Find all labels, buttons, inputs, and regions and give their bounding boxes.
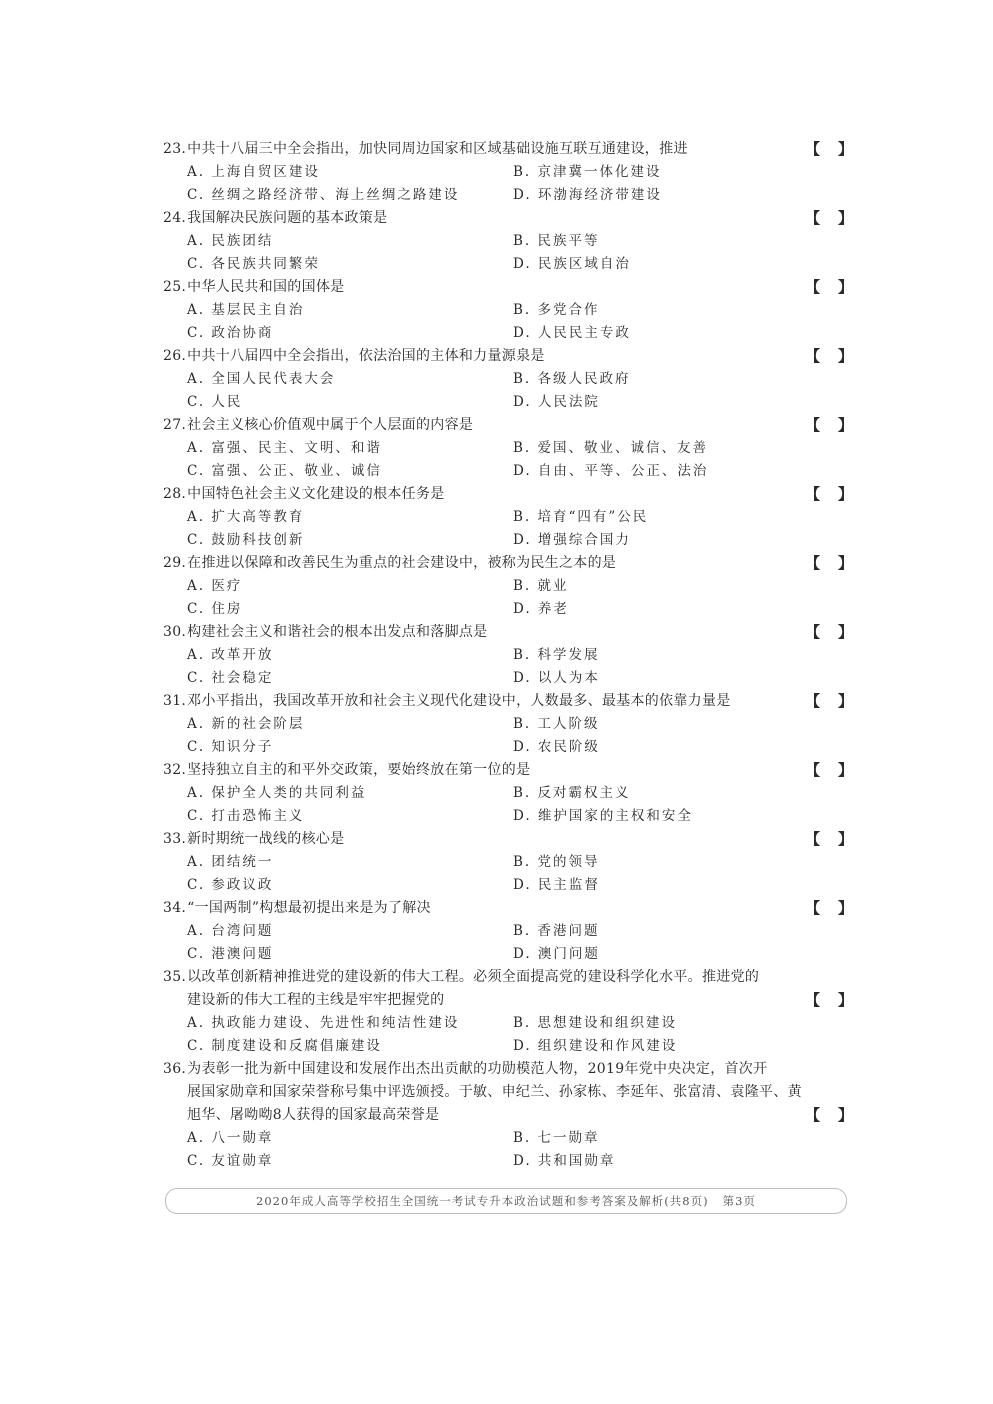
question-stem-text: 坚持独立自主的和平外交政策，要始终放在第一位的是 bbox=[187, 762, 531, 778]
answer-option: D. 环渤海经济带建设 bbox=[513, 187, 662, 203]
question-stem-text: 旭华、屠呦呦8人获得的国家最高荣誉是 bbox=[187, 1107, 440, 1123]
option-grid bbox=[163, 920, 853, 966]
question-stem-line bbox=[163, 690, 853, 713]
answer-option: D. 澳门问题 bbox=[513, 946, 600, 962]
answer-option: B. 爱国、敬业、诚信、友善 bbox=[513, 440, 709, 456]
answer-option: A. 富强、民主、文明、和谐 bbox=[187, 440, 382, 456]
answer-option: D. 共和国勋章 bbox=[513, 1153, 616, 1169]
question-stem-line bbox=[163, 138, 853, 161]
question-number: 28. bbox=[163, 486, 187, 502]
bracket-right: 】 bbox=[837, 140, 853, 158]
answer-option: C. 知识分子 bbox=[187, 739, 274, 755]
question-number: 35. bbox=[163, 969, 187, 985]
question-item bbox=[163, 552, 853, 621]
answer-option: A. 基层民主自治 bbox=[187, 302, 305, 318]
answer-option: B. 反对霸权主义 bbox=[513, 785, 631, 801]
question-stem-line bbox=[163, 989, 853, 1012]
question-stem-text: 社会主义核心价值观中属于个人层面的内容是 bbox=[187, 417, 474, 433]
bracket-left: 【 bbox=[805, 554, 821, 572]
question-number: 24. bbox=[163, 210, 187, 226]
answer-option: C. 丝绸之路经济带、海上丝绸之路建设 bbox=[187, 187, 460, 203]
bracket-right: 】 bbox=[837, 554, 853, 572]
answer-option: B. 培育“四有”公民 bbox=[513, 509, 649, 525]
answer-bracket[interactable] bbox=[805, 276, 853, 299]
answer-option: D. 人民法院 bbox=[513, 394, 600, 410]
answer-option: C. 打击恐怖主义 bbox=[187, 808, 305, 824]
bracket-right: 】 bbox=[837, 623, 853, 641]
question-number: 34. bbox=[163, 900, 187, 916]
question-stem-text: 以改革创新精神推进党的建设新的伟大工程。必须全面提高党的建设科学化水平。推进党的 bbox=[187, 969, 760, 985]
answer-option: B. 七一勋章 bbox=[513, 1130, 600, 1146]
answer-bracket[interactable] bbox=[805, 414, 853, 437]
option-grid bbox=[163, 437, 853, 483]
answer-option: A. 医疗 bbox=[187, 578, 243, 594]
page-footer bbox=[165, 1188, 847, 1214]
question-stem-line bbox=[163, 276, 853, 299]
bracket-right: 】 bbox=[837, 209, 853, 227]
answer-option: B. 各级人民政府 bbox=[513, 371, 631, 387]
bracket-left: 【 bbox=[805, 347, 821, 365]
question-stem-text: 中共十八届四中全会指出，依法治国的主体和力量源泉是 bbox=[187, 348, 545, 364]
answer-option: D. 民主监督 bbox=[513, 877, 600, 893]
answer-option: A. 改革开放 bbox=[187, 647, 274, 663]
question-stem-line bbox=[163, 345, 853, 368]
answer-option: D. 人民民主专政 bbox=[513, 325, 631, 341]
question-item bbox=[163, 483, 853, 552]
question-stem-line bbox=[163, 621, 853, 644]
bracket-right: 】 bbox=[837, 485, 853, 503]
bracket-left: 【 bbox=[805, 761, 821, 779]
bracket-left: 【 bbox=[805, 209, 821, 227]
question-stem-line bbox=[163, 897, 853, 920]
question-stem-line bbox=[163, 1081, 853, 1104]
question-stem-text: 中国特色社会主义文化建设的根本任务是 bbox=[187, 486, 445, 502]
question-stem-line bbox=[163, 414, 853, 437]
option-grid bbox=[163, 230, 853, 276]
answer-option: B. 工人阶级 bbox=[513, 716, 600, 732]
question-item bbox=[163, 138, 853, 207]
answer-bracket[interactable] bbox=[805, 345, 853, 368]
answer-option: D. 养老 bbox=[513, 601, 569, 617]
answer-option: A. 团结统一 bbox=[187, 854, 274, 870]
bracket-right: 】 bbox=[837, 347, 853, 365]
answer-bracket[interactable] bbox=[805, 552, 853, 575]
answer-option: D. 组织建设和作风建设 bbox=[513, 1038, 678, 1054]
bracket-right: 】 bbox=[837, 830, 853, 848]
bracket-right: 】 bbox=[837, 991, 853, 1009]
question-stem-text: 展国家勋章和国家荣誉称号集中评选颁授。于敏、申纪兰、孙家栋、李延年、张富清、袁隆平、黄 bbox=[187, 1084, 802, 1100]
option-grid bbox=[163, 575, 853, 621]
question-stem-text: 中共十八届三中全会指出，加快同周边国家和区域基础设施互联互通建设，推进 bbox=[187, 141, 688, 157]
question-list bbox=[163, 138, 853, 1173]
answer-option: D. 农民阶级 bbox=[513, 739, 600, 755]
footer-page-number: 第3页 bbox=[722, 1194, 756, 1208]
question-stem-text: 构建社会主义和谐社会的根本出发点和落脚点是 bbox=[187, 624, 488, 640]
bracket-right: 】 bbox=[837, 416, 853, 434]
answer-option: B. 民族平等 bbox=[513, 233, 600, 249]
question-item bbox=[163, 690, 853, 759]
answer-option: A. 新的社会阶层 bbox=[187, 716, 305, 732]
question-item bbox=[163, 966, 853, 1058]
option-grid bbox=[163, 1127, 853, 1173]
question-item bbox=[163, 345, 853, 414]
question-stem-line bbox=[163, 1058, 853, 1081]
question-item bbox=[163, 828, 853, 897]
question-stem-text: 为表彰一批为新中国建设和发展作出杰出贡献的功勋模范人物，2019年党中央决定，首次开 bbox=[187, 1061, 768, 1077]
answer-option: A. 全国人民代表大会 bbox=[187, 371, 336, 387]
answer-option: B. 科学发展 bbox=[513, 647, 600, 663]
question-stem-text: 中华人民共和国的国体是 bbox=[187, 279, 345, 295]
bracket-left: 【 bbox=[805, 1106, 821, 1124]
question-stem-line bbox=[163, 828, 853, 851]
answer-bracket[interactable] bbox=[805, 690, 853, 713]
bracket-left: 【 bbox=[805, 485, 821, 503]
question-stem-text: 邓小平指出，我国改革开放和社会主义现代化建设中，人数最多、最基本的依靠力量是 bbox=[187, 693, 731, 709]
answer-option: B. 党的领导 bbox=[513, 854, 600, 870]
answer-option: A. 上海自贸区建设 bbox=[187, 164, 320, 180]
question-stem-text: 建设新的伟大工程的主线是牢牢把握党的 bbox=[187, 992, 445, 1008]
answer-option: D. 维护国家的主权和安全 bbox=[513, 808, 693, 824]
answer-option: B. 就业 bbox=[513, 578, 569, 594]
question-stem-text: 新时期统一战线的核心是 bbox=[187, 831, 345, 847]
bracket-right: 】 bbox=[837, 899, 853, 917]
option-grid bbox=[163, 1012, 853, 1058]
question-item bbox=[163, 1058, 853, 1173]
answer-bracket[interactable] bbox=[805, 207, 853, 230]
answer-option: D. 民族区域自治 bbox=[513, 256, 631, 272]
answer-option: C. 人民 bbox=[187, 394, 243, 410]
option-grid bbox=[163, 851, 853, 897]
answer-bracket[interactable] bbox=[805, 138, 853, 161]
question-stem-line bbox=[163, 207, 853, 230]
answer-option: C. 政治协商 bbox=[187, 325, 274, 341]
answer-option: D. 自由、平等、公正、法治 bbox=[513, 463, 709, 479]
answer-option: A. 扩大高等教育 bbox=[187, 509, 305, 525]
answer-bracket[interactable] bbox=[805, 828, 853, 851]
answer-option: B. 香港问题 bbox=[513, 923, 600, 939]
bracket-left: 【 bbox=[805, 830, 821, 848]
question-stem-line bbox=[163, 1104, 853, 1127]
answer-option: C. 社会稳定 bbox=[187, 670, 274, 686]
answer-bracket[interactable] bbox=[805, 621, 853, 644]
answer-option: C. 友谊勋章 bbox=[187, 1153, 274, 1169]
answer-option: A. 保护全人类的共同利益 bbox=[187, 785, 367, 801]
answer-option: D. 增强综合国力 bbox=[513, 532, 631, 548]
answer-option: C. 各民族共同繁荣 bbox=[187, 256, 320, 272]
question-number: 25. bbox=[163, 279, 187, 295]
option-grid bbox=[163, 161, 853, 207]
bracket-right: 】 bbox=[837, 761, 853, 779]
answer-option: C. 富强、公正、敬业、诚信 bbox=[187, 463, 382, 479]
question-item bbox=[163, 759, 853, 828]
question-number: 23. bbox=[163, 141, 187, 157]
answer-bracket[interactable] bbox=[805, 759, 853, 782]
bracket-left: 【 bbox=[805, 416, 821, 434]
question-stem-text: 在推进以保障和改善民生为重点的社会建设中，被称为民生之本的是 bbox=[187, 555, 617, 571]
option-grid bbox=[163, 713, 853, 759]
question-number: 31. bbox=[163, 693, 187, 709]
bracket-left: 【 bbox=[805, 140, 821, 158]
bracket-right: 】 bbox=[837, 692, 853, 710]
question-number: 27. bbox=[163, 417, 187, 433]
answer-option: C. 住房 bbox=[187, 601, 243, 617]
question-item bbox=[163, 414, 853, 483]
question-number: 30. bbox=[163, 624, 187, 640]
answer-option: B. 京津冀一体化建设 bbox=[513, 164, 662, 180]
answer-bracket[interactable] bbox=[805, 897, 853, 920]
answer-option: B. 多党合作 bbox=[513, 302, 600, 318]
bracket-left: 【 bbox=[805, 899, 821, 917]
answer-bracket[interactable] bbox=[805, 1104, 853, 1127]
question-number: 32. bbox=[163, 762, 187, 778]
question-number: 29. bbox=[163, 555, 187, 571]
bracket-left: 【 bbox=[805, 991, 821, 1009]
answer-option: A. 台湾问题 bbox=[187, 923, 274, 939]
question-item bbox=[163, 621, 853, 690]
answer-option: C. 制度建设和反腐倡廉建设 bbox=[187, 1038, 382, 1054]
answer-option: D. 以人为本 bbox=[513, 670, 600, 686]
question-item bbox=[163, 207, 853, 276]
question-stem-line bbox=[163, 552, 853, 575]
answer-option: C. 港澳问题 bbox=[187, 946, 274, 962]
answer-bracket[interactable] bbox=[805, 483, 853, 506]
bracket-left: 【 bbox=[805, 692, 821, 710]
option-grid bbox=[163, 782, 853, 828]
question-stem-line bbox=[163, 759, 853, 782]
option-grid bbox=[163, 368, 853, 414]
question-stem-line bbox=[163, 483, 853, 506]
option-grid bbox=[163, 506, 853, 552]
answer-option: A. 执政能力建设、先进性和纯洁性建设 bbox=[187, 1015, 460, 1031]
answer-option: A. 民族团结 bbox=[187, 233, 274, 249]
answer-option: C. 鼓励科技创新 bbox=[187, 532, 305, 548]
question-number: 36. bbox=[163, 1061, 187, 1077]
bracket-left: 【 bbox=[805, 278, 821, 296]
footer-title: 2020年成人高等学校招生全国统一考试专升本政治试题和参考答案及解析(共8页) bbox=[256, 1194, 709, 1208]
answer-option: A. 八一勋章 bbox=[187, 1130, 274, 1146]
bracket-right: 】 bbox=[837, 1106, 853, 1124]
question-stem-line bbox=[163, 966, 853, 989]
question-stem-text: 我国解决民族问题的基本政策是 bbox=[187, 210, 388, 226]
question-number: 33. bbox=[163, 831, 187, 847]
question-item bbox=[163, 276, 853, 345]
question-number: 26. bbox=[163, 348, 187, 364]
bracket-left: 【 bbox=[805, 623, 821, 641]
answer-bracket[interactable] bbox=[805, 989, 853, 1012]
question-item bbox=[163, 897, 853, 966]
question-stem-text: “一国两制”构想最初提出来是为了解决 bbox=[187, 900, 431, 916]
option-grid bbox=[163, 299, 853, 345]
option-grid bbox=[163, 644, 853, 690]
bracket-right: 】 bbox=[837, 278, 853, 296]
answer-option: B. 思想建设和组织建设 bbox=[513, 1015, 678, 1031]
answer-option: C. 参政议政 bbox=[187, 877, 274, 893]
